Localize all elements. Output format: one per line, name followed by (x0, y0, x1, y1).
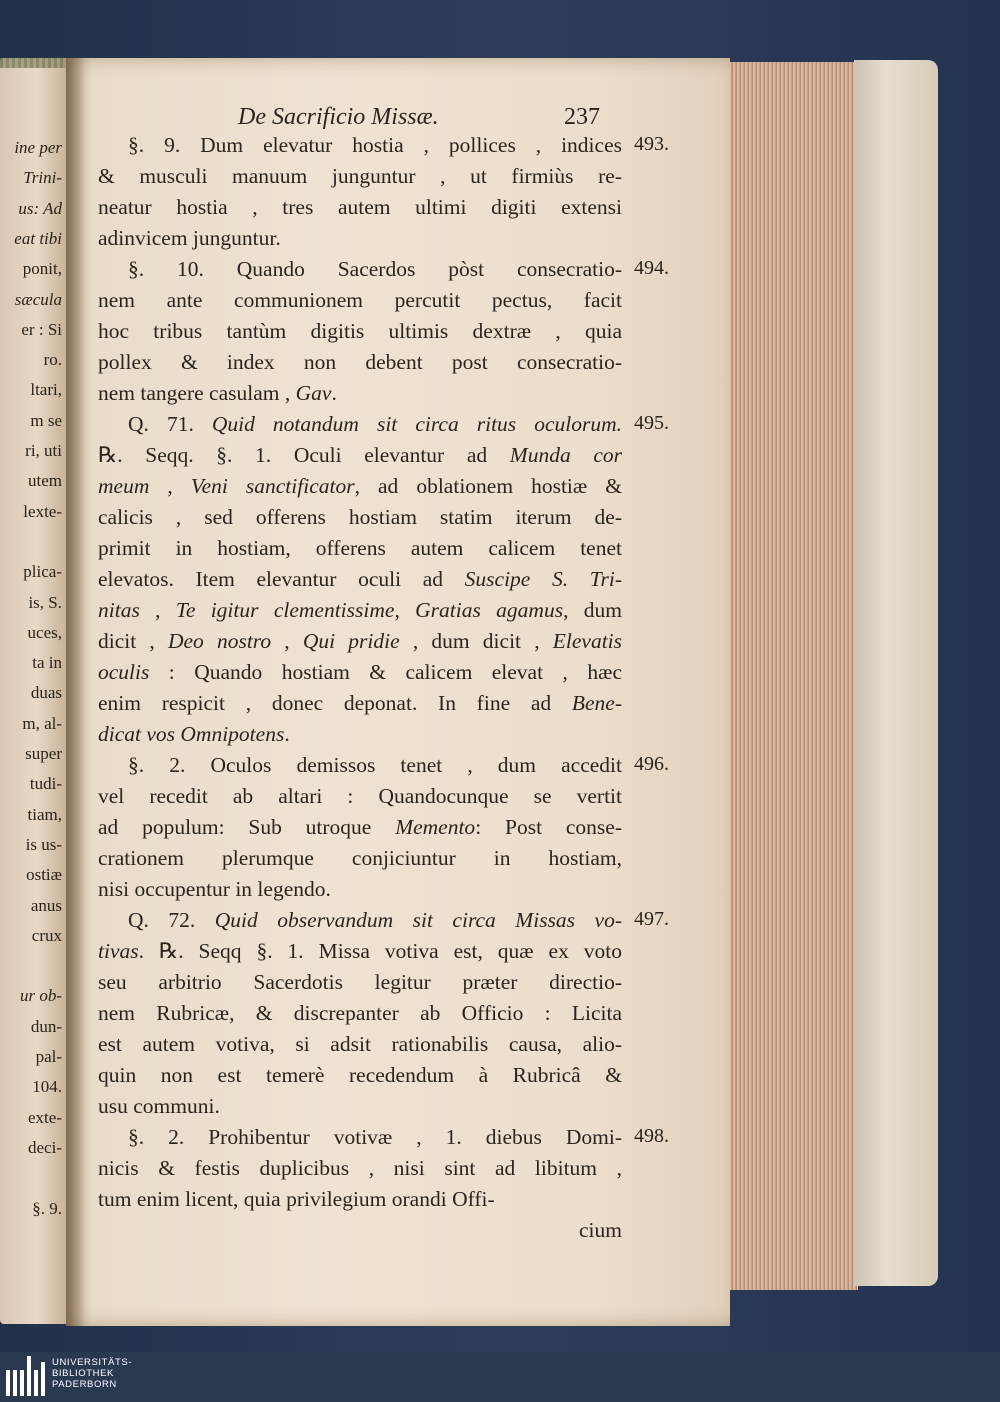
text-line: pollex & index non debent post consecratio- (98, 350, 622, 374)
left-page-fragment: sæcula (14, 289, 62, 309)
left-page-fragment: crux (31, 925, 62, 945)
text-line: nisi occupentur in legendo. (98, 877, 331, 901)
page-block-edges (728, 62, 858, 1290)
logo-line: BIBLIOTHEK (52, 1368, 114, 1379)
left-page-fragment: ta in (32, 653, 62, 673)
text-line: Q. 72. Quid observandum sit circa Missas vo- (128, 908, 622, 932)
logo-line: PADERBORN (52, 1379, 117, 1390)
footer-bar (0, 1352, 1000, 1402)
left-page-fragment: us: Ad (18, 198, 62, 218)
marginal-number: 495. (634, 412, 669, 434)
text-line: primit in hostiam, offerens autem calicem tenet (98, 536, 622, 560)
left-page-fragment: uces, (27, 622, 62, 642)
left-page-fragment: lexte- (23, 501, 62, 521)
text-line: est autem votiva, si adsit rationabilis causa, alio- (98, 1032, 622, 1056)
text-line: usu communi. (98, 1094, 220, 1118)
text-line: nicis & festis duplicibus , nisi sint ad libitum , (98, 1156, 622, 1180)
body-text (98, 130, 622, 1246)
left-page-fragment: ri, uti (25, 441, 62, 460)
left-page-fragment: tiam, (27, 804, 62, 824)
page-number: 237 (564, 104, 600, 130)
text-line: dicat vos Omnipotens. (98, 722, 290, 746)
text-line: vel recedit ab altari : Quandocunque se vertit (98, 784, 622, 808)
text-line: ad populum: Sub utroque Memento: Post conse- (98, 815, 622, 839)
text-line: seu arbitrio Sacerdotis legitur præter directio- (98, 970, 622, 994)
text-line: §. 2. Prohibentur votivæ , 1. diebus Domi- (128, 1125, 622, 1149)
left-page-fragment: er : Si (21, 319, 62, 339)
text-line: hoc tribus tantùm digitis ultimis dextræ , quia (98, 319, 622, 343)
text-line: meum , Veni sanctificator, ad oblationem hostiæ & (98, 474, 623, 498)
text-line: nem Rubricæ, & discrepanter ab Officio : Licita (98, 1001, 622, 1025)
book-cover-edge (854, 60, 938, 1286)
paragraph (98, 1122, 622, 1215)
left-page-fragment: deci- (28, 1137, 62, 1157)
text-line: Q. 71. Quid notandum sit circa ritus oculorum. (128, 412, 622, 436)
left-page-fragment: plica- (23, 562, 62, 582)
left-page-fragment: exte- (28, 1107, 62, 1127)
left-page-fragment: m, al- (22, 713, 62, 733)
paragraph (98, 750, 622, 905)
logo-line: UNIVERSITÄTS- (52, 1357, 133, 1368)
text-line: nem ante communionem percutit pectus, facit (98, 288, 622, 312)
running-header (238, 104, 600, 131)
left-page-fragment: pal- (35, 1047, 62, 1066)
paragraph (98, 409, 622, 750)
text-line: quin non est temerè recedendum à Rubricâ & (98, 1063, 622, 1087)
text-line: §. 9. Dum elevatur hostia , pollices , indices (128, 133, 622, 157)
left-page-fragment: ur ob- (19, 986, 62, 1006)
left-page-fragment: is us- (25, 834, 62, 854)
left-page-fragment: ostiæ (26, 865, 62, 885)
text-line: calicis , sed offerens hostiam statim iterum de- (98, 505, 622, 529)
left-page-fragment: ro. (43, 350, 62, 370)
marginal-number: 493. (634, 133, 669, 155)
left-page-fragment: is, S. (28, 592, 62, 612)
left-page-fragment: ltari, (30, 380, 62, 400)
page-top-edge (0, 58, 66, 68)
left-page-fragment: ine per (14, 138, 62, 157)
text-line: elevatos. Item elevantur oculi ad Suscipe S. Tri- (98, 567, 622, 591)
text-line: ℞. Seqq. §. 1. Oculi elevantur ad Munda cor (98, 443, 622, 467)
text-line: dicit , Deo nostro , Qui pridie , dum dicit , Elevatis (98, 629, 623, 653)
text-line: neatur hostia , tres autem ultimi digiti extensi (98, 195, 622, 219)
marginal-number: 497. (634, 908, 669, 930)
left-page-fragment: tudi- (29, 774, 62, 794)
left-page-fragment: 104. (32, 1077, 62, 1097)
left-page-fragment: dun- (30, 1016, 62, 1036)
marginal-number: 498. (634, 1125, 669, 1147)
paragraph (98, 254, 622, 409)
catchword: cium (579, 1218, 622, 1242)
previous-page-edge (0, 58, 66, 1324)
left-page-fragment: Trini- (23, 168, 62, 188)
marginal-number: 494. (634, 257, 669, 279)
text-line: tivas. ℞. Seqq §. 1. Missa votiva est, quæ ex voto (98, 939, 622, 963)
left-page-fragment: eat tibi (14, 228, 62, 248)
paragraph (98, 905, 622, 1122)
text-line: §. 2. Oculos demissos tenet , dum accedit (128, 753, 622, 777)
text-line: oculis : Quando hostiam & calicem elevat , hæc (98, 660, 622, 684)
text-line: adinvicem junguntur. (98, 226, 281, 250)
left-page-fragment: m se (30, 410, 62, 430)
left-page-fragment: super (25, 744, 62, 763)
gutter-shadow (66, 58, 86, 1326)
marginal-number: 496. (634, 753, 669, 775)
text-line: enim respicit , donec deponat. In fine ad Bene- (98, 691, 622, 715)
left-page-fragment: ponit, (22, 259, 62, 279)
left-page-fragment: anus (30, 895, 62, 915)
paragraph (98, 130, 622, 254)
left-page-fragment: utem (28, 471, 62, 491)
text-line: & musculi manuum junguntur , ut firmiùs re- (98, 164, 622, 188)
text-line: nem tangere casulam , Gav. (98, 381, 337, 405)
text-line: crationem plerumque conjiciuntur in hostiam, (98, 846, 622, 870)
library-logo-icon (6, 1356, 46, 1396)
left-page-fragment: §. 9. (32, 1198, 62, 1218)
running-title: De Sacrificio Missæ. (238, 104, 439, 130)
text-line: §. 10. Quando Sacerdos pòst consecratio- (128, 257, 622, 281)
text-line: nitas , Te igitur clementissime, Gratias agamus, dum (98, 598, 623, 622)
library-logo-text (52, 1357, 132, 1390)
text-line: tum enim licent, quia privilegium orandi Offi- (98, 1187, 495, 1211)
left-page-fragment: duas (30, 683, 62, 703)
